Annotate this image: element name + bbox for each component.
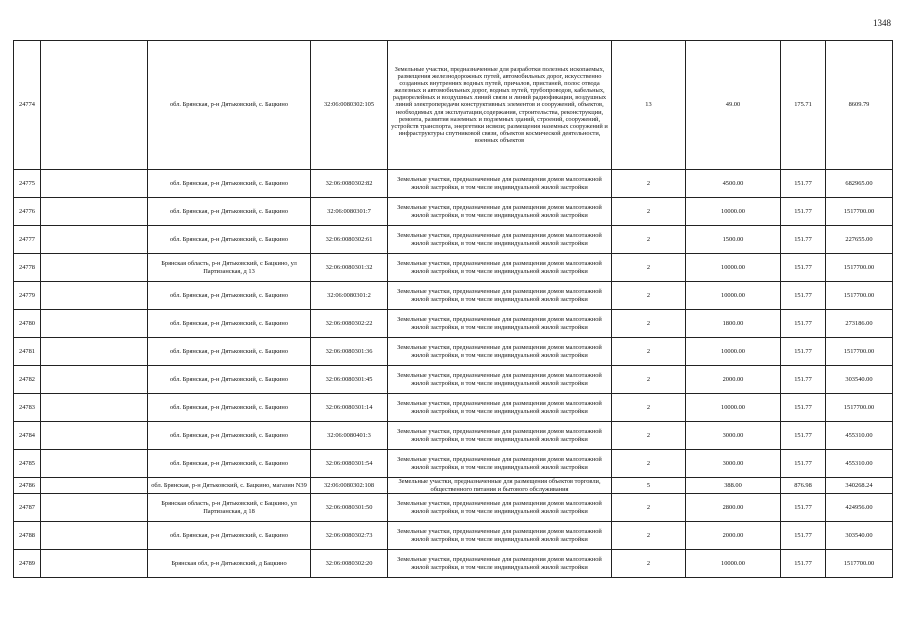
address-cell: обл. Брянская, р-н Дятьковский, с. Бацкино [148,338,311,366]
cadastral-number-cell: 32:06:0080302:22 [311,310,388,338]
area-cell: 1800.00 [686,310,781,338]
land-use-cell: Земельные участки, предназначенные для размещения домов малоэтажной жилой застройки, в том числе индивидуальной жилой застройки [388,550,612,578]
blank-cell [41,450,148,478]
address-cell: обл. Брянская, р-н Дятьковский, с. Бацкино [148,450,311,478]
cadastral-number-cell: 32:06:0080301:2 [311,282,388,310]
use-group-cell: 2 [612,310,686,338]
land-use-cell: Земельные участки, предназначенные для размещения домов малоэтажной жилой застройки, в том числе индивидуальной жилой застройки [388,282,612,310]
specific-value-cell: 151.77 [781,394,826,422]
blank-cell [41,478,148,494]
row-id-cell: 24784 [14,422,41,450]
cadastral-number-cell: 32:06:0080301:7 [311,198,388,226]
area-cell: 1500.00 [686,226,781,254]
row-id-cell: 24786 [14,478,41,494]
row-id-cell: 24780 [14,310,41,338]
blank-cell [41,198,148,226]
address-cell: обл. Брянская, р-н Дятьковский, с. Бацкино [148,226,311,254]
cadastral-value-cell: 227655.00 [826,226,893,254]
specific-value-cell: 151.77 [781,226,826,254]
specific-value-cell: 151.77 [781,422,826,450]
row-id-cell: 24785 [14,450,41,478]
page-number: 1348 [873,18,891,28]
cadastral-value-cell: 682965.00 [826,170,893,198]
use-group-cell: 2 [612,550,686,578]
cadastral-value-table [13,40,893,578]
cadastral-number-cell: 32:06:0080301:32 [311,254,388,282]
land-use-cell: Земельные участки, предназначенные для размещения домов малоэтажной жилой застройки, в том числе индивидуальной жилой застройки [388,310,612,338]
specific-value-cell: 151.77 [781,494,826,522]
cadastral-value-cell: 1517700.00 [826,338,893,366]
cadastral-number-cell: 32:06:0080302:20 [311,550,388,578]
address-cell: Брянская область, р-н Дятьковский, с Бацкино, ул Партизанская, д 18 [148,494,311,522]
cadastral-value-cell: 1517700.00 [826,394,893,422]
land-use-cell: Земельные участки, предназначенные для размещения домов малоэтажной жилой застройки, в том числе индивидуальной жилой застройки [388,226,612,254]
table-body [14,41,893,578]
address-cell: обл. Брянская, р-н Дятьковский, с. Бацкино [148,366,311,394]
specific-value-cell: 175.71 [781,41,826,170]
cadastral-value-cell: 424956.00 [826,494,893,522]
specific-value-cell: 151.77 [781,254,826,282]
use-group-cell: 2 [612,450,686,478]
row-id-cell: 24778 [14,254,41,282]
table-row [14,41,893,170]
use-group-cell: 2 [612,282,686,310]
blank-cell [41,282,148,310]
specific-value-cell: 151.77 [781,338,826,366]
specific-value-cell: 151.77 [781,550,826,578]
use-group-cell: 2 [612,522,686,550]
area-cell: 10000.00 [686,550,781,578]
cadastral-value-cell: 340268.24 [826,478,893,494]
cadastral-number-cell: 32:06:0080302:108 [311,478,388,494]
table-row [14,366,893,394]
table-row [14,226,893,254]
cadastral-number-cell: 32:06:0080301:54 [311,450,388,478]
cadastral-number-cell: 32:06:0080401:3 [311,422,388,450]
use-group-cell: 2 [612,226,686,254]
specific-value-cell: 876.98 [781,478,826,494]
row-id-cell: 24779 [14,282,41,310]
blank-cell [41,338,148,366]
blank-cell [41,494,148,522]
cadastral-value-cell: 273186.00 [826,310,893,338]
use-group-cell: 2 [612,254,686,282]
blank-cell [41,550,148,578]
cadastral-number-cell: 32:06:0080301:45 [311,366,388,394]
specific-value-cell: 151.77 [781,310,826,338]
cadastral-number-cell: 32:06:0080302:82 [311,170,388,198]
cadastral-value-cell: 1517700.00 [826,198,893,226]
use-group-cell: 13 [612,41,686,170]
cadastral-value-cell: 303540.00 [826,522,893,550]
land-use-cell: Земельные участки, предназначенные для размещения домов малоэтажной жилой застройки, в том числе индивидуальной жилой застройки [388,494,612,522]
cadastral-number-cell: 32:06:0080301:50 [311,494,388,522]
blank-cell [41,254,148,282]
row-id-cell: 24775 [14,170,41,198]
land-use-cell: Земельные участки, предназначенные для размещения домов малоэтажной жилой застройки, в том числе индивидуальной жилой застройки [388,450,612,478]
row-id-cell: 24782 [14,366,41,394]
area-cell: 10000.00 [686,282,781,310]
land-use-cell: Земельные участки, предназначенные для размещения домов малоэтажной жилой застройки, в том числе индивидуальной жилой застройки [388,198,612,226]
row-id-cell: 24774 [14,41,41,170]
table-row [14,254,893,282]
row-id-cell: 24787 [14,494,41,522]
cadastral-number-cell: 32:06:0080302:105 [311,41,388,170]
cadastral-number-cell: 32:06:0080302:61 [311,226,388,254]
address-cell: обл. Брянская, р-н Дятьковский, с. Бацкино [148,282,311,310]
use-group-cell: 2 [612,170,686,198]
table-row [14,338,893,366]
use-group-cell: 2 [612,366,686,394]
area-cell: 10000.00 [686,338,781,366]
blank-cell [41,422,148,450]
land-use-cell: Земельные участки, предназначенные для размещения домов малоэтажной жилой застройки, в том числе индивидуальной жилой застройки [388,422,612,450]
area-cell: 10000.00 [686,394,781,422]
land-use-cell: Земельные участки, предназначенные для разработки полезных ископаемых, размещения железнодорожных путей, автомобильных дорог, искусственно созданных внутренних водных путей, причалов, пристаней, полос отвода железных и автомобильных дорог, водных путей, трубопроводов, кабельных, радиорелейных и воздушных линий связи и линий радиофикации, воздушных линий электропередачи конструктивных элементов и сооружений, объектов, необходимых для эксплуатации,содержания, строительства, реконструкции, ремонта, развития наземных и подземных зданий, строений, сооружений, устройств транспорта, энергетики исвязи; размещения наземных сооружений и инфраструктуры спутниковой связи, объектов космической деятельности, военных объектов [388,41,612,170]
cadastral-value-cell: 455310.00 [826,450,893,478]
address-cell: обл. Брянская, р-н Дятьковский, с. Бацкино [148,198,311,226]
table-row [14,494,893,522]
row-id-cell: 24777 [14,226,41,254]
area-cell: 3000.00 [686,450,781,478]
blank-cell [41,366,148,394]
area-cell: 2000.00 [686,522,781,550]
table-row [14,310,893,338]
cadastral-value-cell: 1517700.00 [826,550,893,578]
cadastral-number-cell: 32:06:0080301:36 [311,338,388,366]
blank-cell [41,310,148,338]
area-cell: 2000.00 [686,366,781,394]
use-group-cell: 2 [612,198,686,226]
blank-cell [41,522,148,550]
area-cell: 388.00 [686,478,781,494]
specific-value-cell: 151.77 [781,450,826,478]
cadastral-value-cell: 1517700.00 [826,254,893,282]
land-use-cell: Земельные участки, предназначенные для размещения домов малоэтажной жилой застройки, в том числе индивидуальной жилой застройки [388,394,612,422]
row-id-cell: 24789 [14,550,41,578]
table-row [14,170,893,198]
address-cell: обл. Брянская, р-н Дятьковский, с. Бацкино [148,310,311,338]
table-row [14,394,893,422]
land-use-cell: Земельные участки, предназначенные для размещения объектов торговли, общественного питания и бытового обслуживания [388,478,612,494]
cadastral-number-cell: 32:06:0080302:73 [311,522,388,550]
specific-value-cell: 151.77 [781,198,826,226]
table-row [14,522,893,550]
use-group-cell: 2 [612,338,686,366]
area-cell: 49.00 [686,41,781,170]
land-use-cell: Земельные участки, предназначенные для размещения домов малоэтажной жилой застройки, в том числе индивидуальной жилой застройки [388,522,612,550]
cadastral-value-cell: 1517700.00 [826,282,893,310]
table-row [14,198,893,226]
table-row [14,422,893,450]
address-cell: обл. Брянская, р-н Дятьковский, с. Бацкино [148,422,311,450]
land-use-cell: Земельные участки, предназначенные для размещения домов малоэтажной жилой застройки, в том числе индивидуальной жилой застройки [388,254,612,282]
blank-cell [41,170,148,198]
table-row [14,478,893,494]
address-cell: обл. Брянская, р-н Дятьковский, с. Бацкино [148,394,311,422]
row-id-cell: 24776 [14,198,41,226]
address-cell: обл. Брянская, р-н Дятьковский, с. Бацкино [148,41,311,170]
area-cell: 10000.00 [686,254,781,282]
specific-value-cell: 151.77 [781,522,826,550]
blank-cell [41,394,148,422]
address-cell: обл. Брянская, р-н Дятьковский, с. Бацкино [148,522,311,550]
cadastral-number-cell: 32:06:0080301:14 [311,394,388,422]
cadastral-value-cell: 303540.00 [826,366,893,394]
cadastral-value-cell: 455310.00 [826,422,893,450]
row-id-cell: 24783 [14,394,41,422]
address-cell: Брянская обл, р-н Дятьковский, д Бацкино [148,550,311,578]
cadastral-value-cell: 8609.79 [826,41,893,170]
table-row [14,450,893,478]
land-use-cell: Земельные участки, предназначенные для размещения домов малоэтажной жилой застройки, в том числе индивидуальной жилой застройки [388,338,612,366]
blank-cell [41,41,148,170]
specific-value-cell: 151.77 [781,366,826,394]
address-cell: Брянская область, р-н Дятьковский, с Бацкино, ул Партизанская, д 13 [148,254,311,282]
address-cell: обл. Брянская, р-н Дятьковский, с. Бацкино [148,170,311,198]
area-cell: 10000.00 [686,198,781,226]
address-cell: обл. Брянская, р-н Дятьковский, с. Бацкино, магазин N39 [148,478,311,494]
specific-value-cell: 151.77 [781,170,826,198]
area-cell: 2800.00 [686,494,781,522]
blank-cell [41,226,148,254]
area-cell: 4500.00 [686,170,781,198]
land-use-cell: Земельные участки, предназначенные для размещения домов малоэтажной жилой застройки, в том числе индивидуальной жилой застройки [388,170,612,198]
use-group-cell: 2 [612,494,686,522]
row-id-cell: 24788 [14,522,41,550]
land-use-cell: Земельные участки, предназначенные для размещения домов малоэтажной жилой застройки, в том числе индивидуальной жилой застройки [388,366,612,394]
table-row [14,550,893,578]
use-group-cell: 5 [612,478,686,494]
use-group-cell: 2 [612,422,686,450]
table-row [14,282,893,310]
use-group-cell: 2 [612,394,686,422]
area-cell: 3000.00 [686,422,781,450]
specific-value-cell: 151.77 [781,282,826,310]
row-id-cell: 24781 [14,338,41,366]
